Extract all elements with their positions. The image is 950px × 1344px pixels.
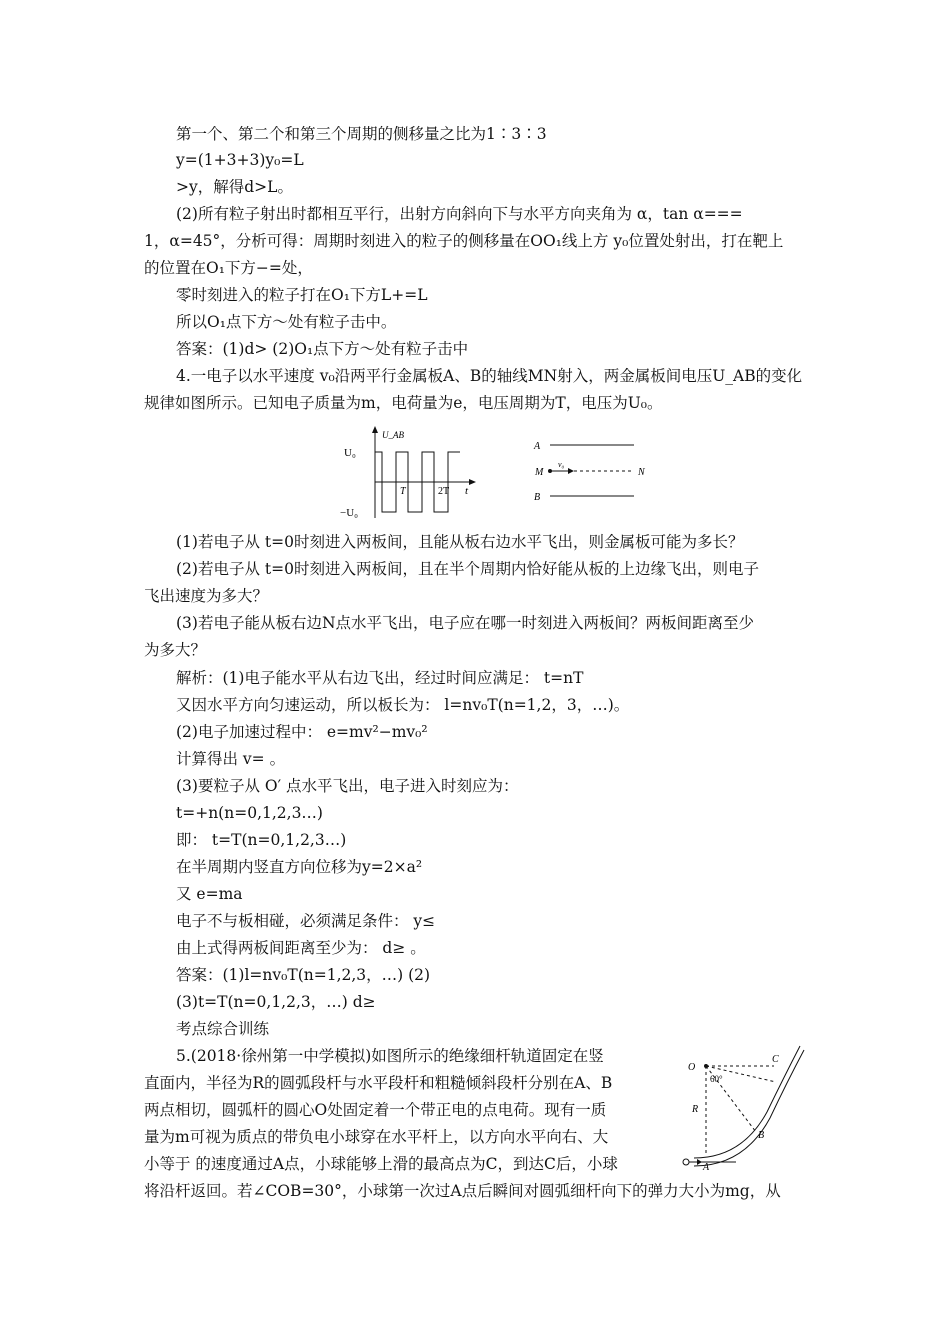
text-line: 电子不与板相碰，必须满足条件： y≤ <box>176 912 436 930</box>
text-line: (2)电子加速过程中： e=mv²−mv₀² <box>176 723 428 741</box>
text-line: 为多大？ <box>144 641 207 659</box>
text-line: (2)若电子从 t=0时刻进入两板间，且在半个周期内恰好能从板的上边缘飞出，则电子 <box>176 560 759 578</box>
text-line: y=(1+3+3)y₀=L <box>176 151 304 169</box>
text-line: 由上式得两板间距离至少为： d≥ 。 <box>176 939 426 957</box>
text-line: 1，α=45°，分析可得：周期时刻进入的粒子的侧移量在OO₁线上方 y₀位置处射出，打在靶上 <box>144 232 784 250</box>
text-line: 飞出速度为多大？ <box>144 587 269 605</box>
text-line: 在半周期内竖直方向位移为y=2×a² <box>176 858 423 876</box>
text-line: (1)若电子从 t=0时刻进入两板间，且能从板右边水平飞出，则金属板可能为多长？ <box>176 533 744 551</box>
text-line: (2)所有粒子射出时都相互平行，出射方向斜向下与水平方向夹角为 α，tan α=== <box>176 205 743 223</box>
text-line: 规律如图所示。已知电子质量为m，电荷量为e，电压周期为T，电压为U₀。 <box>144 394 663 412</box>
text-line: 量为m可视为质点的带负电小球穿在水平杆上，以方向水平向右、大 <box>144 1128 609 1146</box>
neg-u0-label: −U₀ <box>340 507 358 519</box>
text-line: 直面内，半径为R的圆弧段杆与水平段杆和粗糙倾斜段杆分别在A、B <box>144 1074 613 1092</box>
text-line: (3)若电子能从板右边N点水平飞出，电子应在哪一时刻进入两板间？两板间距离至少 <box>176 614 755 632</box>
text-line: 零时刻进入的粒子打在O₁下方L+=L <box>176 286 428 304</box>
two-t-label: 2T <box>438 486 450 497</box>
answer-line: 答案：(1)d> (2)O₁点下方～处有粒子击中 <box>176 340 469 358</box>
point-m-label: M <box>535 467 544 478</box>
point-c-label: C <box>772 1054 779 1065</box>
point-a-label: A <box>703 1162 710 1170</box>
plate-a-label: A <box>534 441 541 452</box>
text-line: 将沿杆返回。若∠COB=30°，小球第一次过A点后瞬间对圆弧细杆向下的弹力大小为mg，从 <box>144 1182 781 1200</box>
point-b-label: B <box>758 1130 765 1141</box>
text-line: 第一个、第二个和第三个周期的侧移量之比为1∶3∶3 <box>176 125 547 143</box>
t-axis-label: t <box>465 485 469 497</box>
text-line: 解析：(1)电子能水平从右边飞出，经过时间应满足： t=nT <box>176 669 584 687</box>
question-4-stem: 4.一电子以水平速度 v₀沿两平行金属板A、B的轴线MN射入，两金属板间电压U_AB的变化 <box>176 367 803 385</box>
t-period-label: T <box>400 486 406 497</box>
text-line: (3)要粒子从 O′ 点水平飞出，电子进入时刻应为： <box>176 777 519 795</box>
answer-line: (3)t=T(n=0,1,2,3，…) d≥ <box>176 993 376 1011</box>
text-line: >y，解得d>L。 <box>176 178 293 196</box>
answer-line: 答案：(1)l=nv₀T(n=1,2,3，…) (2) <box>176 966 431 984</box>
text-line: 又 e=ma <box>176 885 243 903</box>
point-o-label: O <box>688 1062 696 1073</box>
text-line: 所以O₁点下方～处有粒子击中。 <box>176 313 397 331</box>
curved-track-figure <box>672 1042 812 1170</box>
point-n-label: N <box>638 467 645 478</box>
text-line: 即： t=T(n=0,1,2,3…) <box>176 831 347 849</box>
question-5-stem: 5.(2018·徐州第一中学模拟)如图所示的绝缘细杆轨道固定在竖 <box>176 1047 604 1065</box>
text-line: 又因水平方向匀速运动，所以板长为： l=nv₀T(n=1,2，3，…)。 <box>176 696 630 714</box>
plate-b-label: B <box>534 492 541 503</box>
uab-axis-label: U_AB <box>382 430 404 440</box>
section-heading: 考点综合训练 <box>176 1020 270 1038</box>
text-line: 计算得出 v= 。 <box>176 750 286 768</box>
uab-waveform-figure <box>340 426 480 522</box>
text-line: 小等于 的速度通过A点，小球能够上滑的最高点为C，到达C后，小球 <box>144 1155 618 1173</box>
u0-label: U₀ <box>344 447 356 459</box>
velocity-label: v₀ <box>558 460 565 469</box>
text-line: 的位置在O₁下方−=处， <box>144 259 313 277</box>
text-line: t=+n(n=0,1,2,3…) <box>176 804 323 822</box>
parallel-plates-figure <box>530 436 670 506</box>
angle-label: 60° <box>710 1074 723 1084</box>
text-line: 两点相切，圆弧杆的圆心O处固定着一个带正电的点电荷。现有一质 <box>144 1101 607 1119</box>
radius-label: R <box>692 1104 699 1115</box>
